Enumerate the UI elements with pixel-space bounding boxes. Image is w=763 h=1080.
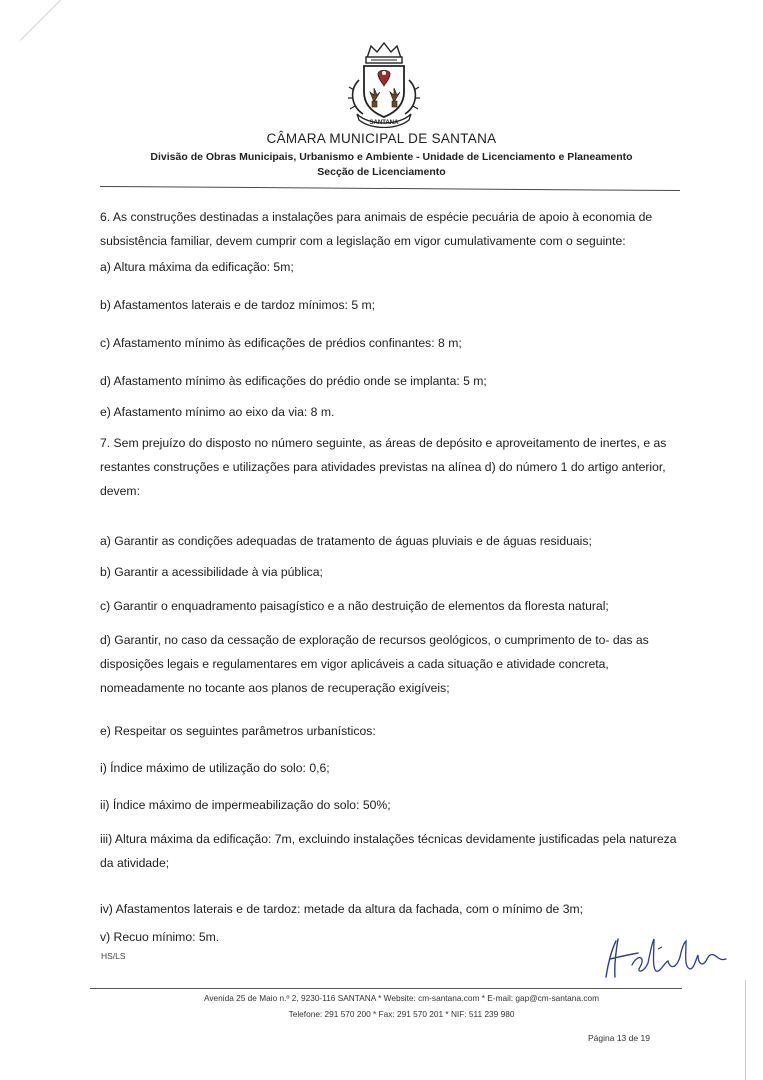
footer-contacts: Telefone: 291 570 200 * Fax: 291 570 201 * NIF: 511 239 980 xyxy=(288,1009,515,1019)
paragraph-7: 7. Sem prejuízo do disposto no número seguinte, as áreas de depósito e aproveitamento de inertes, e as restantes construções e utilizações para atividades previstas na alínea d) do número 1 do artigo anterior, devem: xyxy=(100,436,667,498)
org-name: CÂMARA MUNICIPAL DE SANTANA xyxy=(266,131,497,146)
page-number: Página 13 de 19 xyxy=(588,1033,650,1043)
item-7a: a) Garantir as condições adequadas de tratamento de águas pluviais e de águas residuais; xyxy=(100,534,592,548)
coat-of-arms-icon xyxy=(343,40,425,128)
item-6a: a) Altura máxima da edificação: 5m; xyxy=(100,260,294,274)
item-7e: e) Respeitar os seguintes parâmetros urbanísticos: xyxy=(100,724,376,738)
paragraph-6: 6. As construções destinadas a instalações para animais de espécie pecuária de apoio à economia de subsistência familiar, devem cumprir com a legislação em vigor cumulativamente com o seguinte: xyxy=(100,210,653,248)
item-6e: e) Afastamento mínimo ao eixo da via: 8 m. xyxy=(100,405,335,419)
item-7d: d) Garantir, no caso da cessação de exploração de recursos geológicos, o cumprimento de to- das as disposições legais e regulamentares em vigor aplicáveis a cada situação e atividade concreta, nomeadamente no tocante aos planos de recuperação exigíveis; xyxy=(100,633,649,695)
header-rule xyxy=(100,186,680,191)
item-7e-v: v) Recuo mínimo: 5m. xyxy=(100,930,220,944)
handwritten-signature-icon xyxy=(598,933,733,983)
item-7b: b) Garantir a acessibilidade à via pública; xyxy=(100,565,323,579)
crest-ribbon-text: SANTANA xyxy=(369,120,399,126)
division-name: Divisão de Obras Municipais, Urbanismo e Ambiente - Unidade de Licenciamento e Planeamento xyxy=(150,151,633,163)
item-6d: d) Afastamento mínimo às edificações do prédio onde se implanta: 5 m; xyxy=(100,374,487,388)
section-name: Secção de Licenciamento xyxy=(317,166,446,178)
item-7e-iv: iv) Afastamentos laterais e de tardoz: metade da altura da fachada, com o mínimo de 3m; xyxy=(100,902,584,916)
item-7e-ii: ii) Índice máximo de impermeabilização do solo: 50%; xyxy=(100,798,391,812)
footer-address: Avenida 25 de Maio n.º 2, 9230-116 SANTANA * Website: cm-santana.com * E-mail: gap@cm-santana.com xyxy=(204,993,599,1003)
item-7e-iii: iii) Altura máxima da edificação: 7m, excluindo instalações técnicas devidamente justificadas pela natureza da atividade; xyxy=(100,832,677,870)
footer-rule xyxy=(90,988,682,989)
item-6c: c) Afastamento mínimo às edificações de prédios confinantes: 8 m; xyxy=(100,336,462,350)
scan-artifact-line xyxy=(20,0,70,41)
item-7e-i: i) Índice máximo de utilização do solo: 0,6; xyxy=(100,761,330,775)
item-6b: b) Afastamentos laterais e de tardoz mínimos: 5 m; xyxy=(100,298,376,312)
item-7c: c) Garantir o enquadramento paisagístico e a não destruição de elementos da floresta natural; xyxy=(100,599,609,613)
author-initials: HS/LS xyxy=(101,951,126,961)
